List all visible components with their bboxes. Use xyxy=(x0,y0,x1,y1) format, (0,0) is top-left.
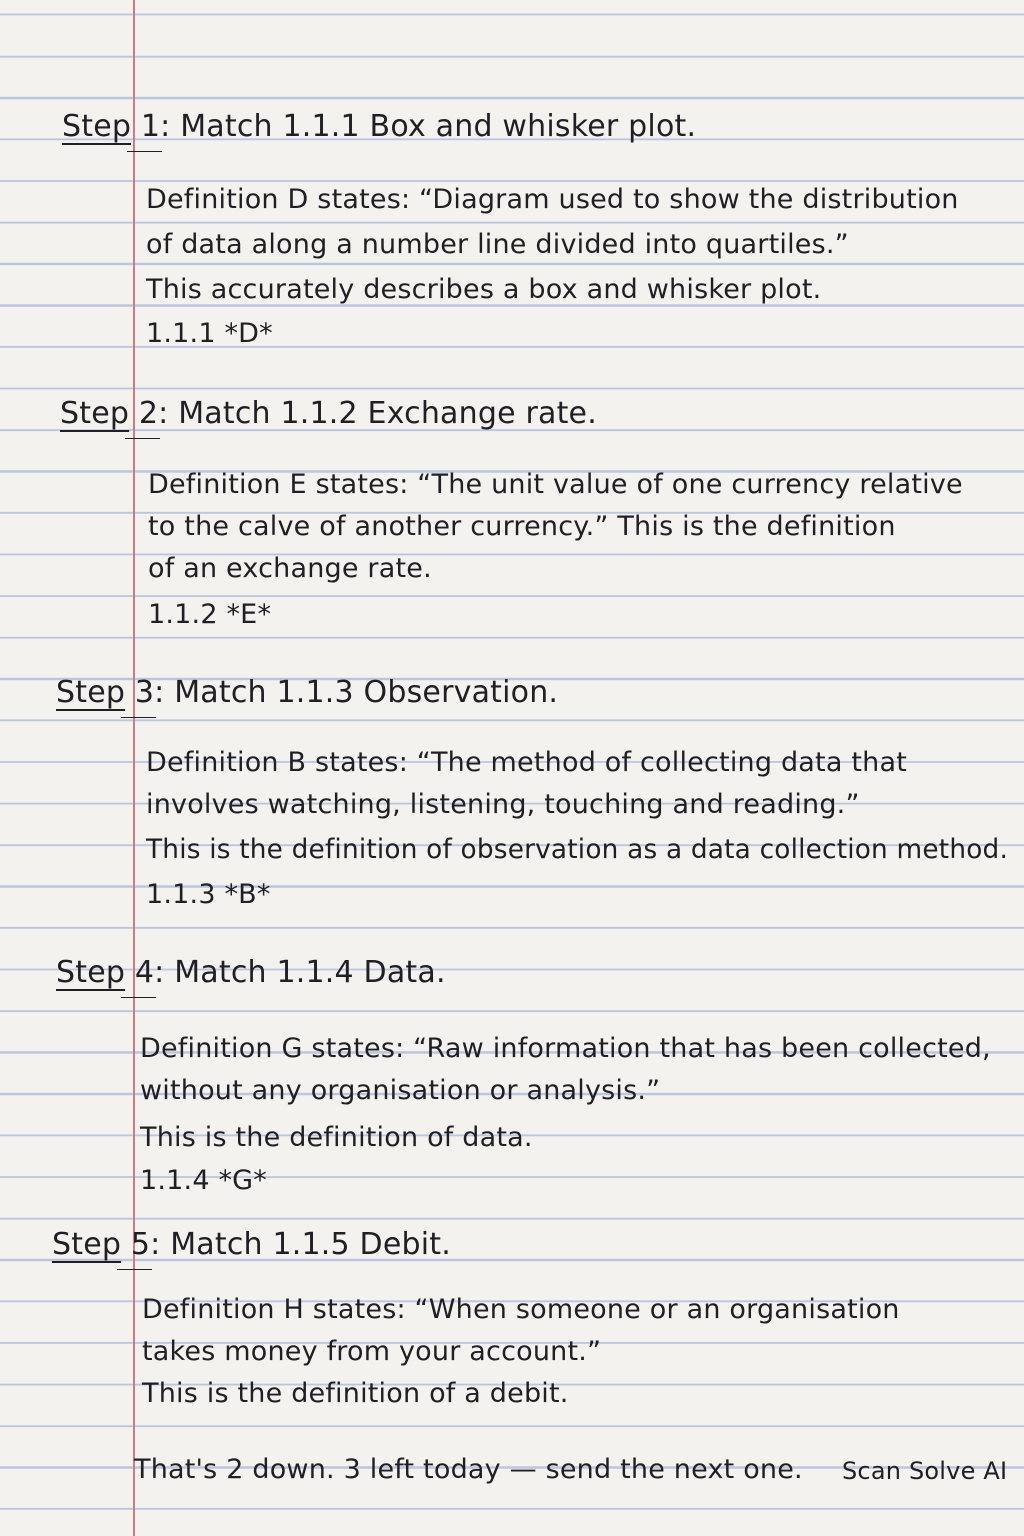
step-1-word: Step xyxy=(62,109,132,144)
footer-message: That's 2 down. 3 left today — send the next one. xyxy=(134,1454,803,1485)
step-3-answer: 1.1.3 *B* xyxy=(146,879,271,910)
step-5-heading xyxy=(52,1229,451,1261)
step-1-line-3: This accurately describes a box and whisker plot. xyxy=(146,274,822,305)
step-4-heading xyxy=(56,957,446,989)
step-1-line-1: Definition D states: “Diagram used to show the distribution xyxy=(146,184,959,215)
step-2-heading xyxy=(60,398,597,430)
step-2-number: 2 xyxy=(138,396,159,431)
step-5-line-3: This is the definition of a debit. xyxy=(142,1378,569,1409)
step-3-word: Step xyxy=(56,675,126,710)
step-1-title: : Match 1.1.1 Box and whisker plot. xyxy=(160,109,697,144)
step-2-line-3: of an exchange rate. xyxy=(148,553,432,584)
step-3-line-2: involves watching, listening, touching and reading.” xyxy=(146,789,860,820)
step-4-line-2: without any organisation or analysis.” xyxy=(140,1075,661,1106)
step-3-line-3: This is the definition of observation as a data collection method. xyxy=(146,834,1009,865)
step-1-answer: 1.1.1 *D* xyxy=(146,318,273,349)
step-3-number: 3 xyxy=(134,675,155,710)
step-5-title: : Match 1.1.5 Debit. xyxy=(150,1227,451,1262)
margin-line xyxy=(133,0,135,1536)
step-3-line-1: Definition B states: “The method of collecting data that xyxy=(146,747,907,778)
step-1-heading xyxy=(62,111,696,143)
step-2-answer: 1.1.2 *E* xyxy=(148,599,272,630)
step-4-answer: 1.1.4 *G* xyxy=(140,1165,268,1196)
step-5-line-1: Definition H states: “When someone or an organisation xyxy=(142,1294,900,1325)
step-1-number: 1 xyxy=(140,109,161,144)
footer-brand: Scan Solve AI xyxy=(842,1457,1008,1485)
step-3-heading xyxy=(56,677,558,709)
step-4-number: 4 xyxy=(134,955,155,990)
step-5-number: 5 xyxy=(130,1227,151,1262)
step-2-line-1: Definition E states: “The unit value of one currency relative xyxy=(148,469,963,500)
step-5-word: Step xyxy=(52,1227,122,1262)
step-4-line-3: This is the definition of data. xyxy=(140,1122,533,1153)
step-4-line-1: Definition G states: “Raw information that has been collected, xyxy=(140,1033,991,1064)
step-2-title: : Match 1.1.2 Exchange rate. xyxy=(158,396,597,431)
step-5-line-2: takes money from your account.” xyxy=(142,1336,602,1367)
step-4-title: : Match 1.1.4 Data. xyxy=(154,955,446,990)
step-3-title: : Match 1.1.3 Observation. xyxy=(154,675,559,710)
step-1-line-2: of data along a number line divided into quartiles.” xyxy=(146,229,849,260)
step-2-word: Step xyxy=(60,396,130,431)
step-4-word: Step xyxy=(56,955,126,990)
step-2-line-2: to the calve of another currency.” This is the definition xyxy=(148,511,896,542)
